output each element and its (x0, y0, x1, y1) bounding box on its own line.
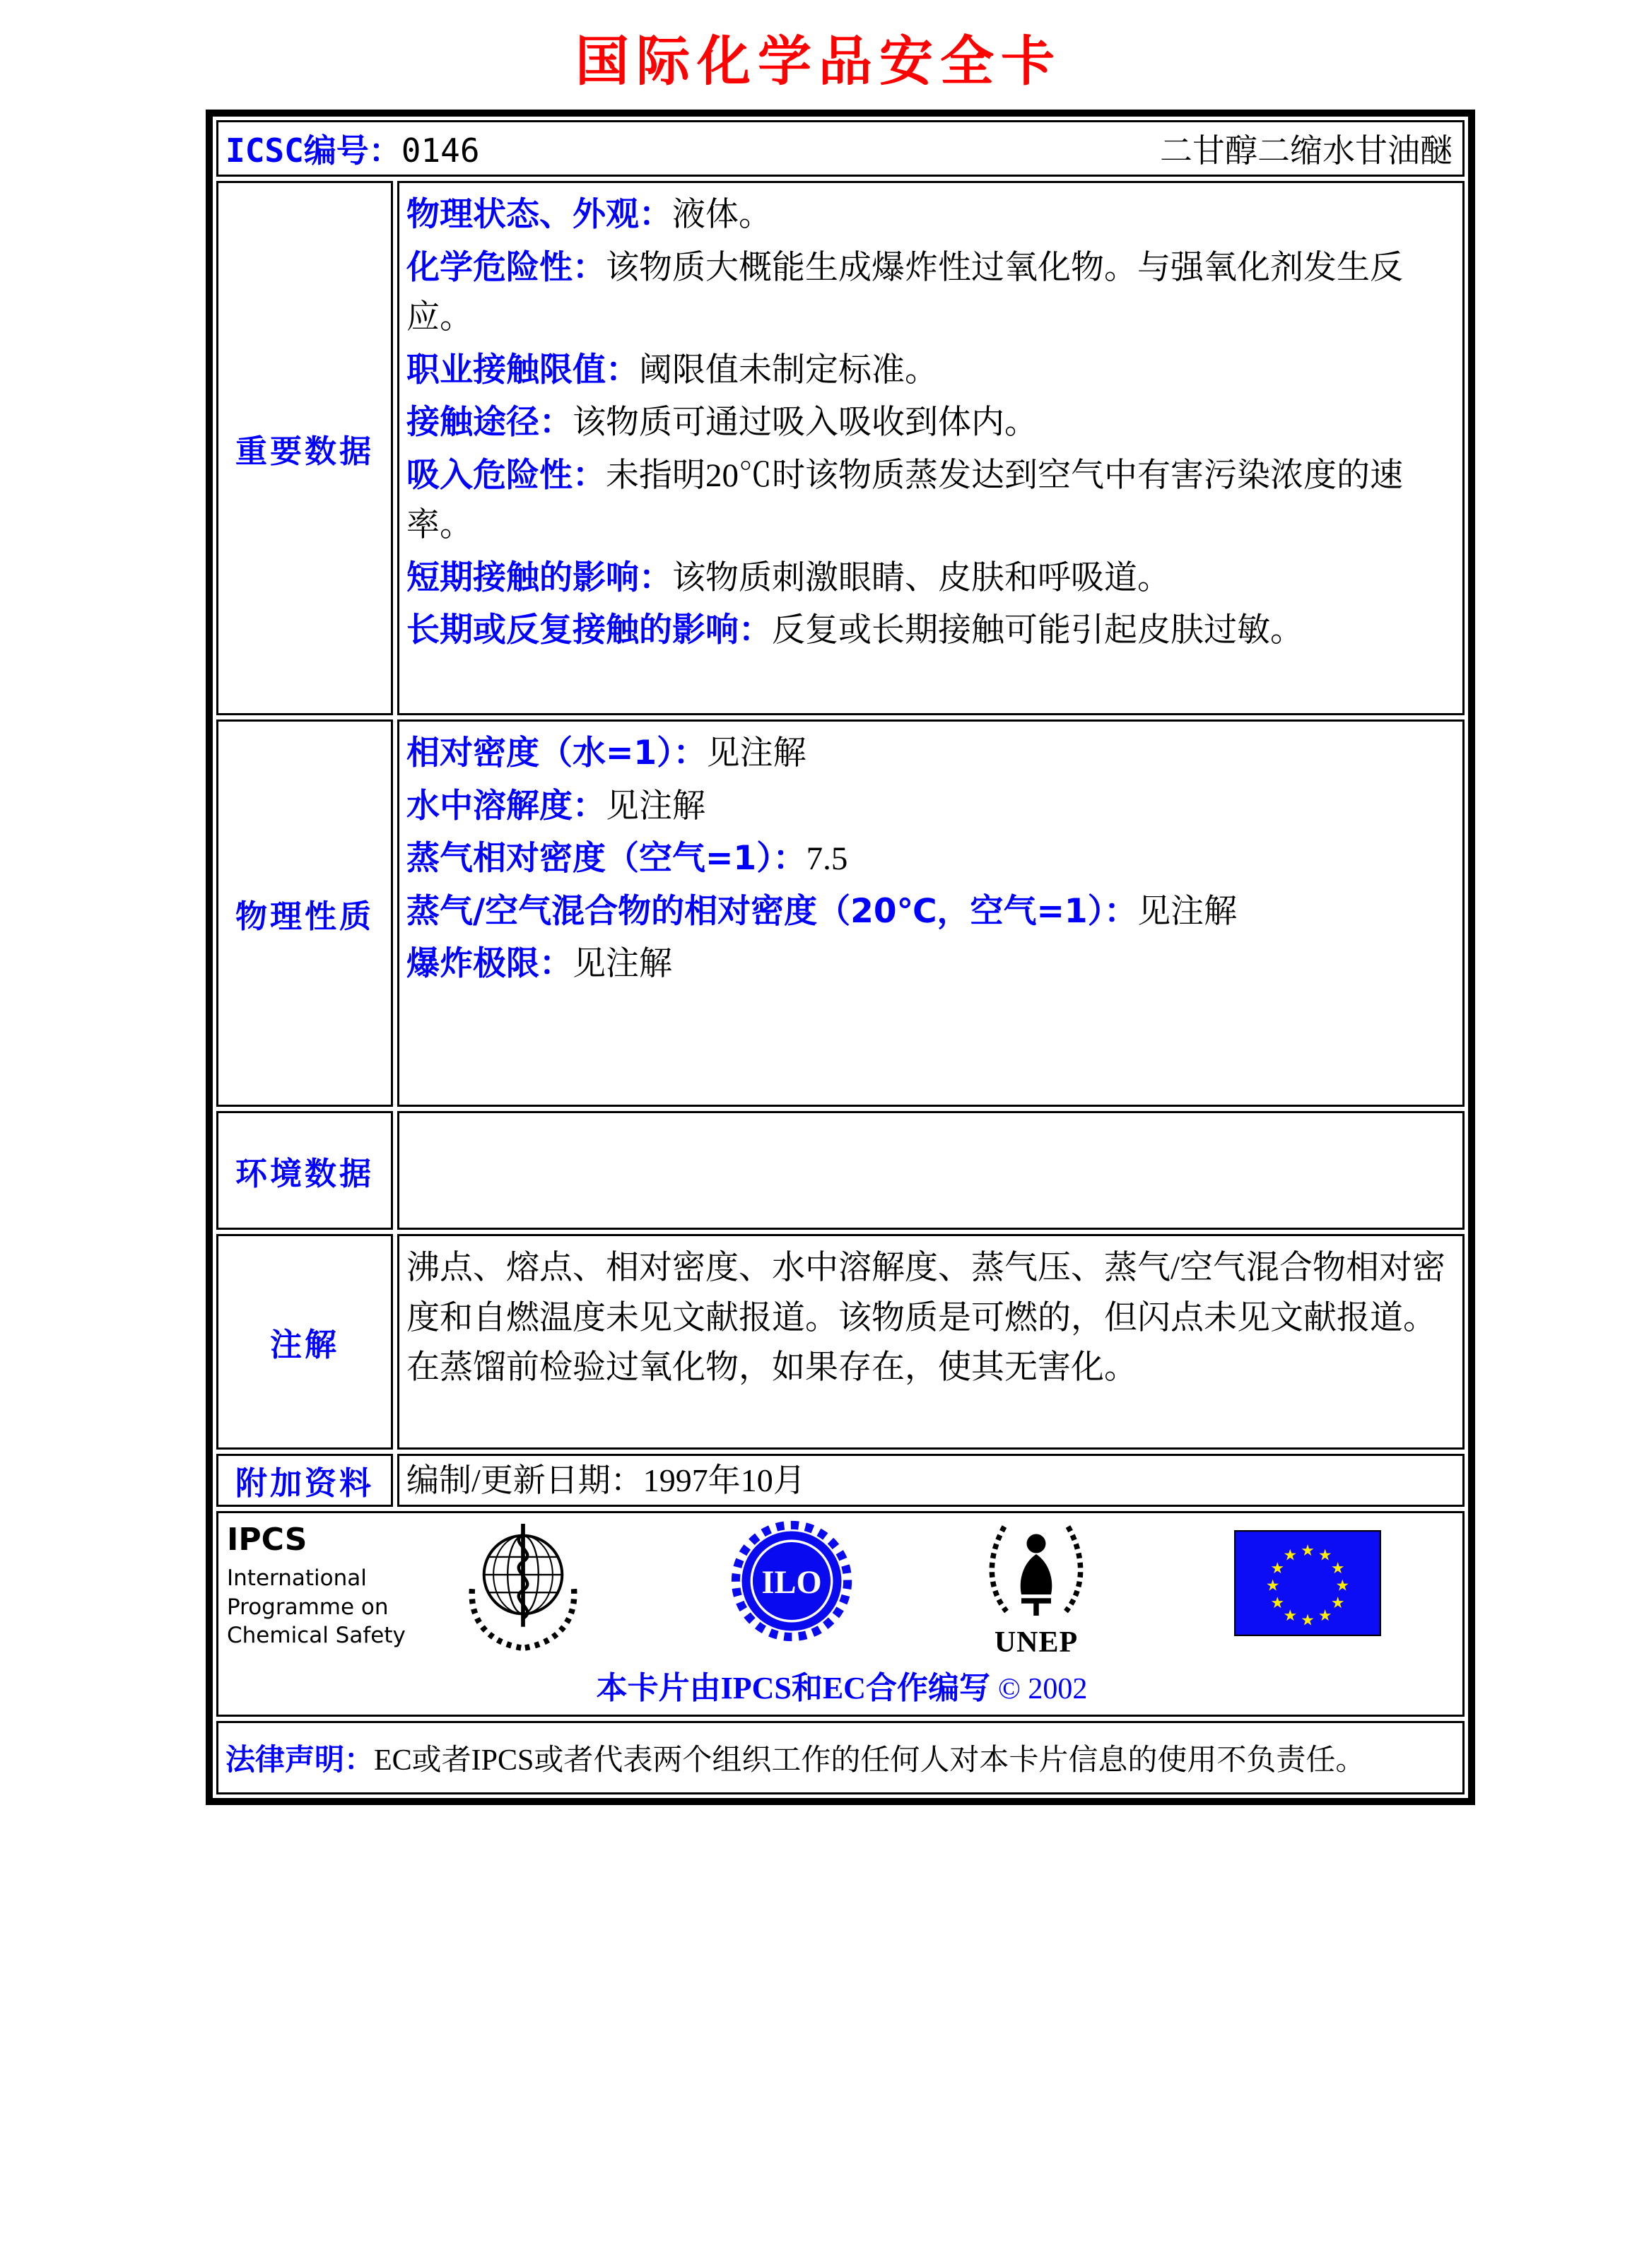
item-label: 化学危险性： (406, 247, 606, 287)
item-text: 见注解 (1137, 893, 1238, 930)
logos-strip (227, 1520, 1457, 1662)
item-text: 阈限值未制定标准。 (639, 351, 938, 389)
section-label-additional: 附加资料 (216, 1454, 393, 1507)
copyright-text: © 2002 (997, 1673, 1088, 1705)
item-text: 该物质刺激眼睛、皮肤和呼吸道。 (672, 559, 1170, 597)
who-logo-icon (464, 1520, 582, 1662)
svg-text:★: ★ (1265, 1577, 1280, 1595)
important-item (406, 398, 1455, 448)
svg-text:★: ★ (1283, 1607, 1298, 1626)
item-label: 爆炸极限： (406, 944, 573, 983)
item-label: 长期或反复接触的影响： (406, 611, 772, 650)
item-text: 7.5 (806, 840, 848, 877)
section-environmental-data (216, 1111, 1465, 1230)
icsc-number-label: ICSC编号： (225, 131, 401, 170)
svg-text:★: ★ (1270, 1594, 1285, 1613)
eu-flag-icon (1234, 1530, 1381, 1640)
item-text: 未指明20℃时该物质蒸发达到空气中有害污染浓度的速率。 (406, 457, 1403, 544)
item-label: 吸入危险性： (406, 455, 606, 495)
page-title: 国际化学品安全卡 (575, 30, 1062, 93)
section-content-important (397, 181, 1465, 715)
svg-text:★: ★ (1318, 1607, 1332, 1626)
item-text: 液体。 (672, 196, 772, 233)
svg-text:★: ★ (1330, 1559, 1345, 1577)
svg-text:★: ★ (1335, 1577, 1350, 1595)
update-date-text: 编制/更新日期：1997年10月 (406, 1462, 806, 1498)
section-content-notes (397, 1234, 1465, 1450)
section-content-additional (397, 1454, 1465, 1507)
item-text: 见注解 (706, 735, 806, 772)
ipcs-line: Programme on (227, 1594, 389, 1620)
item-label: 短期接触的影响： (406, 558, 672, 597)
svg-text:★: ★ (1318, 1546, 1332, 1565)
important-item (406, 606, 1455, 656)
credit-text: 本卡片由IPCS和EC合作编写 (596, 1671, 990, 1705)
important-item (406, 346, 1455, 396)
item-text: 该物质可通过吸入吸收到体内。 (573, 404, 1038, 441)
icsc-card (206, 110, 1475, 1805)
important-item (406, 553, 1455, 604)
item-text: 见注解 (606, 787, 705, 825)
physical-item (406, 782, 1455, 832)
svg-text:★: ★ (1330, 1594, 1345, 1613)
svg-text:★: ★ (1283, 1546, 1298, 1565)
item-label: 相对密度（水=1）： (406, 734, 707, 772)
section-physical-properties (216, 719, 1465, 1107)
ipcs-line: Chemical Safety (227, 1622, 406, 1648)
section-content-environment (397, 1111, 1465, 1230)
section-additional-info (216, 1454, 1465, 1507)
item-label: 蒸气相对密度（空气=1）： (406, 839, 806, 878)
item-label: 物理状态、外观： (406, 195, 672, 234)
header-row (216, 120, 1465, 177)
section-important-data (216, 181, 1465, 715)
item-text: 反复或长期接触可能引起皮肤过敏。 (772, 612, 1303, 649)
item-text: 该物质大概能生成爆炸性过氧化物。与强氧化剂发生反应。 (406, 249, 1403, 336)
legal-text: EC或者IPCS或者代表两个组织工作的任何人对本卡片信息的使用不负责任。 (374, 1744, 1366, 1777)
ilo-logo-text: ILO (761, 1565, 822, 1602)
item-label: 蒸气/空气混合物的相对密度（20℃，空气=1）： (406, 891, 1138, 931)
ipcs-title: IPCS (227, 1522, 307, 1558)
section-notes (216, 1234, 1465, 1450)
legal-cell (216, 1721, 1465, 1794)
section-label-notes: 注解 (216, 1234, 393, 1450)
unep-logo-icon (980, 1520, 1093, 1659)
physical-item (406, 887, 1455, 937)
logos-cell (216, 1511, 1465, 1717)
icsc-number-value: 0146 (401, 131, 480, 170)
header-cell (216, 120, 1465, 177)
notes-text: 沸点、熔点、相对密度、水中溶解度、蒸气压、蒸气/空气混合物相对密度和自燃温度未见文献报道。该物质是可燃的，但闪点未见文献报道。在蒸馏前检验过氧化物，如果存在，使其无害化。 (406, 1250, 1446, 1386)
physical-item (406, 939, 1455, 989)
section-label-important: 重要数据 (216, 181, 393, 715)
item-label: 水中溶解度： (406, 786, 606, 825)
section-label-physical: 物理性质 (216, 719, 393, 1107)
logos-row (216, 1511, 1465, 1717)
svg-text:★: ★ (1301, 1542, 1315, 1561)
important-item (406, 190, 1455, 240)
credit-line (227, 1662, 1457, 1710)
legal-label: 法律声明： (225, 1742, 375, 1777)
section-content-physical (397, 719, 1465, 1107)
important-item (406, 451, 1455, 551)
section-label-environment: 环境数据 (216, 1111, 393, 1230)
svg-text:★: ★ (1301, 1611, 1315, 1630)
item-text: 见注解 (573, 946, 672, 982)
physical-item (406, 834, 1455, 884)
item-label: 职业接触限值： (406, 350, 639, 389)
ilo-logo-icon (731, 1520, 852, 1645)
important-item (406, 243, 1455, 343)
legal-row (216, 1721, 1465, 1794)
ipcs-text-block (227, 1520, 432, 1650)
ipcs-line: International (227, 1565, 367, 1592)
icsc-number (225, 125, 480, 172)
svg-text:★: ★ (1270, 1559, 1285, 1577)
page (0, 18, 1637, 1805)
physical-item (406, 729, 1455, 779)
item-label: 接触途径： (406, 403, 573, 442)
unep-logo-text: UNEP (994, 1626, 1079, 1659)
chemical-name: 二甘醇二缩水甘油醚 (1160, 133, 1453, 169)
